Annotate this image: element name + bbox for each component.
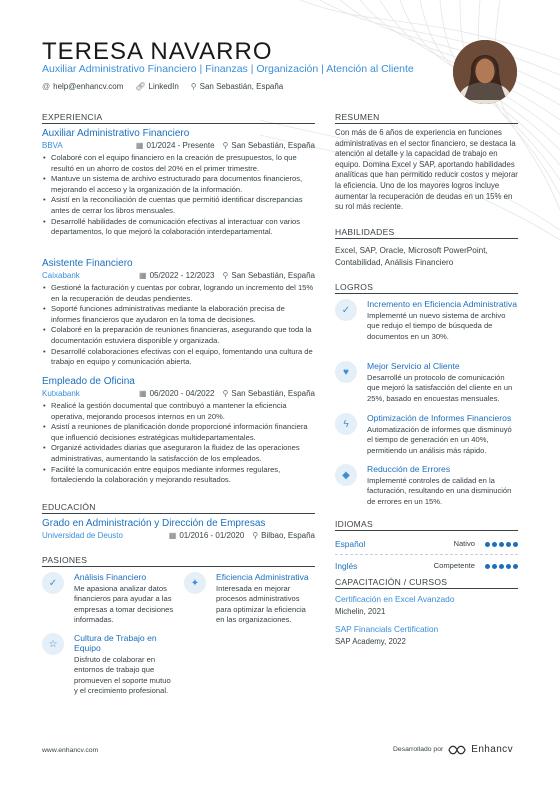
passion-title: Eficiencia Administrativa: [216, 572, 309, 582]
passion-title: Análisis Financiero: [74, 572, 147, 582]
achievement-item: [335, 299, 518, 342]
star-icon: ✦: [184, 572, 206, 594]
achievement-item: [335, 413, 518, 456]
experience-heading: EXPERIENCIA: [42, 112, 103, 122]
profile-photo: [453, 40, 517, 104]
check-icon: ✓: [42, 572, 64, 594]
calendar-icon: ▦: [139, 271, 147, 280]
achievements-divider: [335, 293, 518, 294]
divider: [335, 554, 518, 555]
passion-title: Cultura de Trabajo en Equipo: [74, 633, 157, 653]
proficiency-dots: [483, 539, 518, 549]
brand-name: Enhancv: [471, 744, 513, 755]
candidate-name: TERESA NAVARRO: [42, 38, 273, 65]
achievement-desc: Implementé un nuevo sistema de archivo que redujo el tiempo de búsqueda de documentos en un 30%.: [367, 311, 506, 341]
enhancv-logo-icon: [448, 745, 466, 755]
job-dates: 05/2022 - 12/2023: [149, 271, 215, 280]
job-title: Asistente Financiero: [42, 258, 133, 269]
bullet: • Gestioné la facturación y cuentas por cobrar, logrando un incremento del 15% en la recuperación de deudas pendientes.: [42, 283, 315, 304]
language-name: Español: [335, 538, 366, 549]
experience-entry: [42, 258, 315, 368]
summary-heading: RESUMEN: [335, 112, 380, 122]
check-icon: ✓: [335, 299, 357, 321]
passion-item: [42, 572, 174, 626]
education-entry: [42, 518, 315, 540]
skills-text: Excel, SAP, Oracle, Microsoft PowerPoint, Contabilidad, Análisis Financiero: [335, 246, 488, 267]
summary-divider: [335, 123, 518, 124]
achievement-desc: Desarrollé un protocolo de comunicación que mejoró la satisfacción del cliente en un 25%, basado en encuestas mensuales.: [367, 373, 513, 403]
achievement-title: Incremento en Eficiencia Administrativa: [367, 299, 517, 309]
proficiency-dots: [483, 561, 518, 571]
language-level: Nativo: [453, 539, 475, 548]
passions-divider: [42, 566, 315, 567]
calendar-icon: ▦: [139, 389, 147, 398]
training-sub: Michelin, 2021: [335, 607, 386, 616]
education-location: Bilbao, España: [261, 531, 315, 540]
location-pin-icon: ⚲: [222, 271, 229, 280]
experience-divider: [42, 123, 315, 124]
experience-entry: [42, 128, 315, 238]
company-name: Kutxabank: [42, 389, 80, 398]
passion-desc: Me apasiona analizar datos financieros para ayudar a las empresas a tomar decisiones informadas.: [74, 584, 174, 625]
language-row: [335, 556, 518, 575]
job-dates: 06/2020 - 04/2022: [149, 389, 215, 398]
skills-divider: [335, 238, 518, 239]
achievement-title: Mejor Servicio al Cliente: [367, 361, 460, 371]
job-location: San Sebastián, España: [231, 389, 315, 398]
language-row: [335, 534, 518, 553]
training-entry: [335, 594, 518, 616]
star-icon: ☆: [42, 633, 64, 655]
achievement-title: Optimización de Informes Financieros: [367, 413, 512, 423]
contact-bar: [42, 82, 283, 91]
achievements-heading: LOGROS: [335, 282, 374, 292]
bullet: • Asistí a reuniones de planificación donde proporcioné información financiera que influenció decisiones estratégicas multidepartamentales.: [42, 422, 315, 443]
languages-heading: IDIOMAS: [335, 519, 373, 529]
bullet: • Facilité la comunicación entre equipos mediante informes regulares, fortaleciendo la colaboración y mejorando resultados.: [42, 465, 315, 486]
heart-icon: ♥: [335, 361, 357, 383]
degree-title: Grado en Administración y Dirección de Empresas: [42, 518, 266, 529]
job-title: Empleado de Oficina: [42, 376, 135, 387]
link-icon: 🔗︎: [135, 82, 146, 91]
job-title: Auxiliar Administrativo Financiero: [42, 128, 190, 139]
language-name: Inglés: [335, 560, 358, 571]
company-name: BBVA: [42, 141, 63, 150]
linkedin-contact[interactable]: 🔗︎ LinkedIn: [135, 82, 179, 91]
location-pin-icon: ⚲: [190, 82, 197, 91]
education-heading: EDUCACIÓN: [42, 502, 96, 512]
training-divider: [335, 588, 518, 589]
languages-divider: [335, 530, 518, 531]
training-entry: [335, 624, 518, 646]
education-dates: 01/2016 - 01/2020: [179, 531, 245, 540]
location-pin-icon: ⚲: [252, 531, 259, 540]
location-pin-icon: ⚲: [222, 389, 229, 398]
passion-item: [184, 572, 316, 626]
bullet: • Colaboré con el equipo financiero en la creación de presupuestos, lo que resultó en un ahorro de costos del 20% en el primer trimestre.: [42, 153, 315, 174]
calendar-icon: ▦: [168, 531, 177, 540]
email-contact[interactable]: @ help@enhancv.com: [42, 82, 124, 91]
job-dates: 01/2024 - Presente: [146, 141, 215, 150]
company-name: Caixabank: [42, 271, 80, 280]
passion-item: [42, 633, 174, 697]
experience-entry: [42, 376, 315, 486]
bullet: • Desarrollé habilidades de comunicación efectivas al interactuar con varios departamentos, lo que mejoró la colaboración interdepartamental.: [42, 217, 315, 238]
footer-website[interactable]: www.enhancv.com: [42, 747, 99, 754]
bullet: • Desarrollé colaboraciones efectivas con el equipo, fomentando una cultura de trabajo en equipo y comunicación abierta.: [42, 347, 315, 368]
calendar-icon: ▦: [135, 141, 144, 150]
language-level: Competente: [433, 561, 475, 570]
training-title: Certificación en Excel Avanzado: [335, 594, 455, 604]
achievement-desc: Automatización de informes que disminuyó el tiempo de generación en un 40%, permitiendo un análisis más rápido.: [367, 425, 512, 455]
achievement-title: Reducción de Errores: [367, 464, 451, 474]
school-name: Universidad de Deusto: [42, 531, 123, 540]
bullet: • Asistí en la reconciliación de cuentas que permitió identificar discrepancias antes de cerrar los libros mensuales.: [42, 195, 315, 216]
bullet: • Colaboré en la preparación de reuniones financieras, asegurando que toda la documentación estuviera disponible y organizada.: [42, 325, 315, 346]
skills-heading: HABILIDADES: [335, 227, 395, 237]
bullet: • Mantuve un sistema de archivo estructurado para documentos financieros, mejorando el acceso y la organización de la información.: [42, 174, 315, 195]
bullet: • Soporté funciones administrativas mediante la elaboración precisa de informes financieros que ayudaron en la toma de decisiones.: [42, 304, 315, 325]
bullet: • Realicé la gestión documental que contribuyó a mantener la eficiencia operativa, mejorando procesos internos en un 20%.: [42, 401, 315, 422]
passion-desc: Disfruto de colaborar en entornos de trabajo que promueven el soporte mutuo y el crecimiento profesional.: [74, 655, 171, 696]
diamond-icon: ◆: [335, 464, 357, 486]
passion-desc: Interesada en mejorar procesos administrativos para optimizar la eficiencia en las organizaciones.: [216, 584, 306, 625]
lightning-icon: ϟ: [335, 413, 357, 435]
powered-by-label: Desarrollado por: [393, 746, 444, 753]
achievement-item: [335, 361, 518, 404]
location-contact: ⚲ San Sebastián, España: [190, 82, 284, 91]
training-heading: CAPACITACIÓN / CURSOS: [335, 577, 448, 587]
achievement-item: [335, 464, 518, 507]
achievement-desc: Implementé controles de calidad en la facturación, resultando en una disminución de errores en un 15%.: [367, 476, 512, 506]
at-icon: @: [42, 82, 51, 91]
footer-brand[interactable]: [393, 744, 513, 755]
training-title: SAP Financials Certification: [335, 624, 439, 634]
education-divider: [42, 513, 315, 514]
job-location: San Sebastián, España: [231, 271, 315, 280]
passions-heading: PASIONES: [42, 555, 88, 565]
training-sub: SAP Academy, 2022: [335, 637, 406, 646]
location-pin-icon: ⚲: [222, 141, 229, 150]
bullet: • Organizé actividades diarias que aseguraron la fluidez de las operaciones administrativas, aumentando la satisfacción de los empleados.: [42, 443, 315, 464]
headline: Auxiliar Administrativo Financiero | Finanzas | Organización | Atención al Cliente: [42, 63, 414, 75]
summary-text: Con más de 6 años de experiencia en funciones administrativas en el sector financiero, se destaca la atención al detalle y la capacidad de trabajo en equipo. Domina Excel y SAP, aportando habilidades analíticas que han permitido reducir costos y mejorar la eficiencia. Uno de los mayores logros incluye aumentar la recuperación de deudas en un 15% en su rol más reciente.: [335, 128, 518, 212]
languages-list: [335, 534, 518, 575]
job-location: San Sebastián, España: [231, 141, 315, 150]
